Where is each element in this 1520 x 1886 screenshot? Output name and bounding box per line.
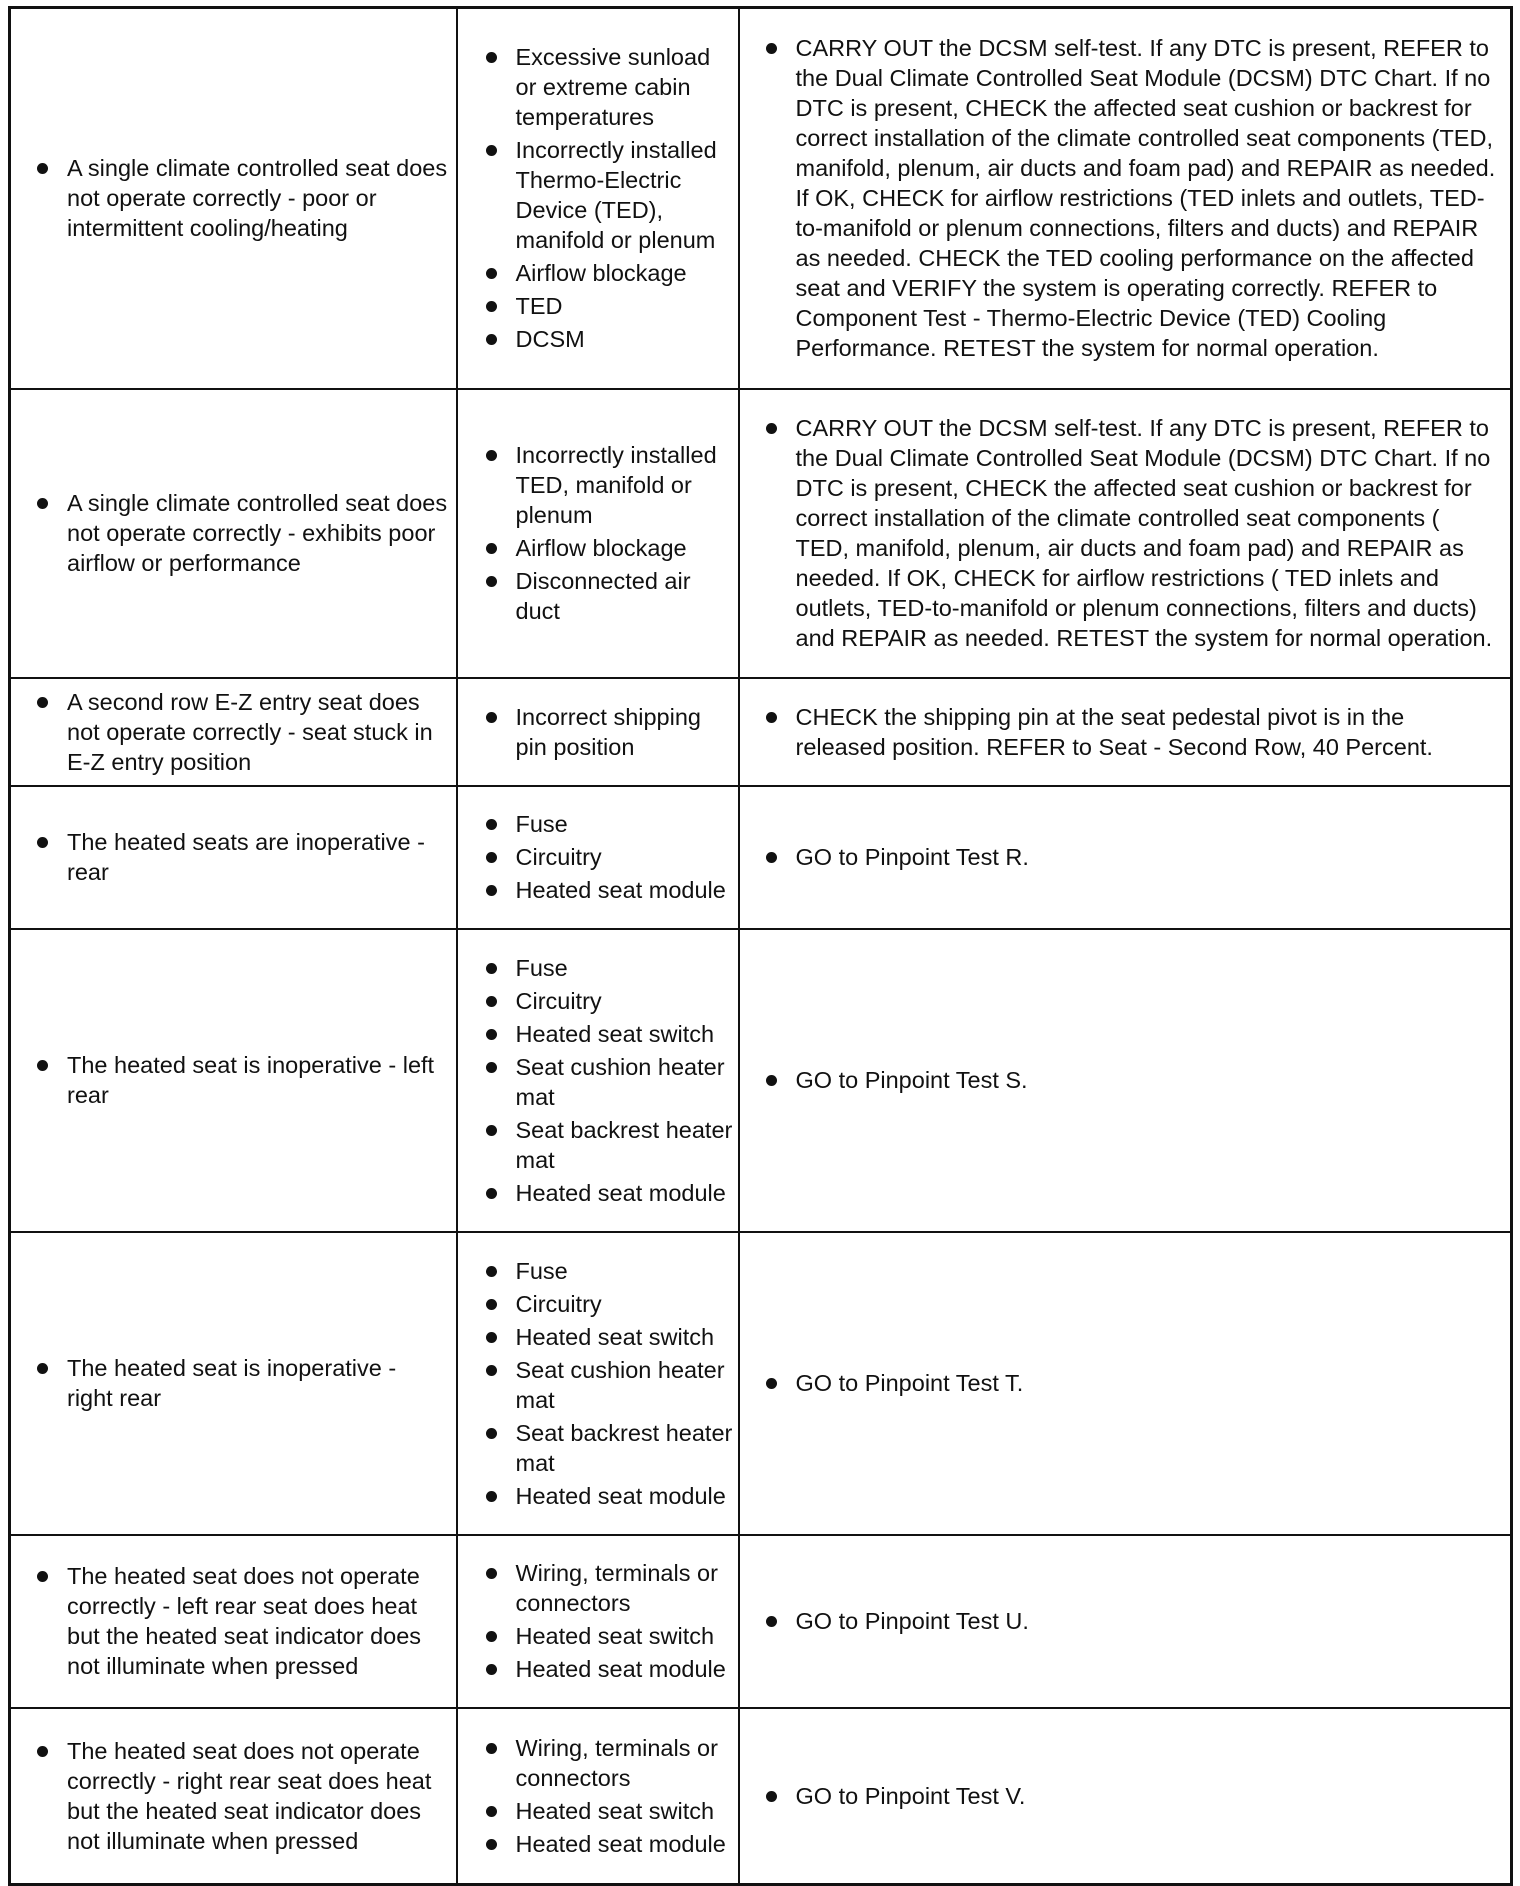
cause-item: Heated seat switch: [458, 1621, 738, 1651]
action-cell: [739, 389, 1512, 678]
action-cell: [739, 1708, 1512, 1885]
table-row: [10, 8, 1512, 389]
symptom-cell: [10, 1232, 457, 1535]
table-row: [10, 929, 1512, 1232]
symptom-text: The heated seat does not operate correctly - left rear seat does heat but the heated seat indicator does not illuminate when pressed: [11, 1561, 456, 1681]
possible-sources-cell: [457, 8, 739, 389]
cause-item: Seat backrest heater mat: [458, 1418, 738, 1478]
cause-item: Incorrectly installed Thermo-Electric Device (TED), manifold or plenum: [458, 135, 738, 255]
symptom-text: The heated seat is inoperative - right rear: [11, 1353, 456, 1413]
action-text: GO to Pinpoint Test T.: [740, 1368, 1511, 1398]
cause-item: Seat cushion heater mat: [458, 1355, 738, 1415]
symptom-cell: [10, 8, 457, 389]
cause-item: TED: [458, 291, 738, 321]
symptom-cell: [10, 786, 457, 929]
possible-sources-cell: [457, 1232, 739, 1535]
symptom-cell: [10, 1535, 457, 1708]
cause-item: Airflow blockage: [458, 533, 738, 563]
table-row: [10, 786, 1512, 929]
action-cell: [739, 8, 1512, 389]
symptom-text: The heated seat does not operate correctly - right rear seat does heat but the heated seat indicator does not illuminate when pressed: [11, 1736, 456, 1856]
possible-sources-cell: [457, 1535, 739, 1708]
possible-sources-cell: [457, 1708, 739, 1885]
cause-item: Fuse: [458, 809, 738, 839]
action-cell: [739, 678, 1512, 786]
symptom-text: A second row E-Z entry seat does not operate correctly - seat stuck in E-Z entry position: [11, 687, 456, 777]
cause-item: Circuitry: [458, 1289, 738, 1319]
table-row: [10, 1232, 1512, 1535]
cause-item: Circuitry: [458, 842, 738, 872]
table-row: [10, 1535, 1512, 1708]
cause-item: Heated seat switch: [458, 1019, 738, 1049]
possible-sources-cell: [457, 786, 739, 929]
action-cell: [739, 1232, 1512, 1535]
cause-item: Circuitry: [458, 986, 738, 1016]
cause-item: Heated seat module: [458, 1829, 738, 1859]
possible-sources-cell: [457, 929, 739, 1232]
symptom-text: The heated seats are inoperative - rear: [11, 827, 456, 887]
cause-item: Wiring, terminals or connectors: [458, 1558, 738, 1618]
cause-item: Airflow blockage: [458, 258, 738, 288]
cause-item: Heated seat switch: [458, 1796, 738, 1826]
possible-sources-cell: [457, 389, 739, 678]
possible-sources-cell: [457, 678, 739, 786]
symptom-text: A single climate controlled seat does not operate correctly - exhibits poor airflow or performance: [11, 488, 456, 578]
table-row: [10, 1708, 1512, 1885]
cause-item: Disconnected air duct: [458, 566, 738, 626]
action-text: CARRY OUT the DCSM self-test. If any DTC is present, REFER to the Dual Climate Controlled Seat Module (DCSM) DTC Chart. If no DTC is present, CHECK the affected seat cushion or backrest for correct installation of the climate controlled seat components ( TED, manifold, plenum, air ducts and foam pad) and REPAIR as needed. If OK, CHECK for airflow restrictions ( TED inlets and outlets, TED-to-manifold or plenum connections, filters and ducts) and REPAIR as needed. RETEST the system for normal operation.: [740, 413, 1511, 653]
symptom-cell: [10, 389, 457, 678]
cause-item: Fuse: [458, 1256, 738, 1286]
cause-item: Excessive sunload or extreme cabin temperatures: [458, 42, 738, 132]
cause-item: Seat cushion heater mat: [458, 1052, 738, 1112]
action-text: GO to Pinpoint Test V.: [740, 1781, 1511, 1811]
cause-item: Seat backrest heater mat: [458, 1115, 738, 1175]
action-text: CHECK the shipping pin at the seat pedestal pivot is in the released position. REFER to Seat - Second Row, 40 Percent.: [740, 702, 1511, 762]
action-text: GO to Pinpoint Test R.: [740, 842, 1511, 872]
action-cell: [739, 1535, 1512, 1708]
cause-item: Incorrect shipping pin position: [458, 702, 738, 762]
cause-item: Fuse: [458, 953, 738, 983]
table-row: [10, 678, 1512, 786]
action-cell: [739, 786, 1512, 929]
cause-item: Heated seat module: [458, 1654, 738, 1684]
symptom-chart-table: [8, 6, 1513, 1886]
symptom-cell: [10, 678, 457, 786]
table-row: [10, 389, 1512, 678]
cause-item: Heated seat module: [458, 875, 738, 905]
cause-item: Incorrectly installed TED, manifold or plenum: [458, 440, 738, 530]
cause-item: Heated seat module: [458, 1178, 738, 1208]
cause-item: Heated seat switch: [458, 1322, 738, 1352]
symptom-cell: [10, 1708, 457, 1885]
symptom-text: The heated seat is inoperative - left rear: [11, 1050, 456, 1110]
action-cell: [739, 929, 1512, 1232]
action-text: CARRY OUT the DCSM self-test. If any DTC is present, REFER to the Dual Climate Controlled Seat Module (DCSM) DTC Chart. If no DTC is present, CHECK the affected seat cushion or backrest for correct installation of the climate controlled seat components (TED, manifold, plenum, air ducts and foam pad) and REPAIR as needed. If OK, CHECK for airflow restrictions (TED inlets and outlets, TED-to-manifold or plenum connections, filters and ducts) and REPAIR as needed. CHECK the TED cooling performance on the affected seat and VERIFY the system is operating correctly. REFER to Component Test - Thermo-Electric Device (TED) Cooling Performance. RETEST the system for normal operation.: [740, 33, 1511, 363]
action-text: GO to Pinpoint Test S.: [740, 1065, 1511, 1095]
symptom-text: A single climate controlled seat does not operate correctly - poor or intermittent cooling/heating: [11, 153, 456, 243]
cause-item: Heated seat module: [458, 1481, 738, 1511]
cause-item: Wiring, terminals or connectors: [458, 1733, 738, 1793]
symptom-cell: [10, 929, 457, 1232]
action-text: GO to Pinpoint Test U.: [740, 1606, 1511, 1636]
cause-item: DCSM: [458, 324, 738, 354]
